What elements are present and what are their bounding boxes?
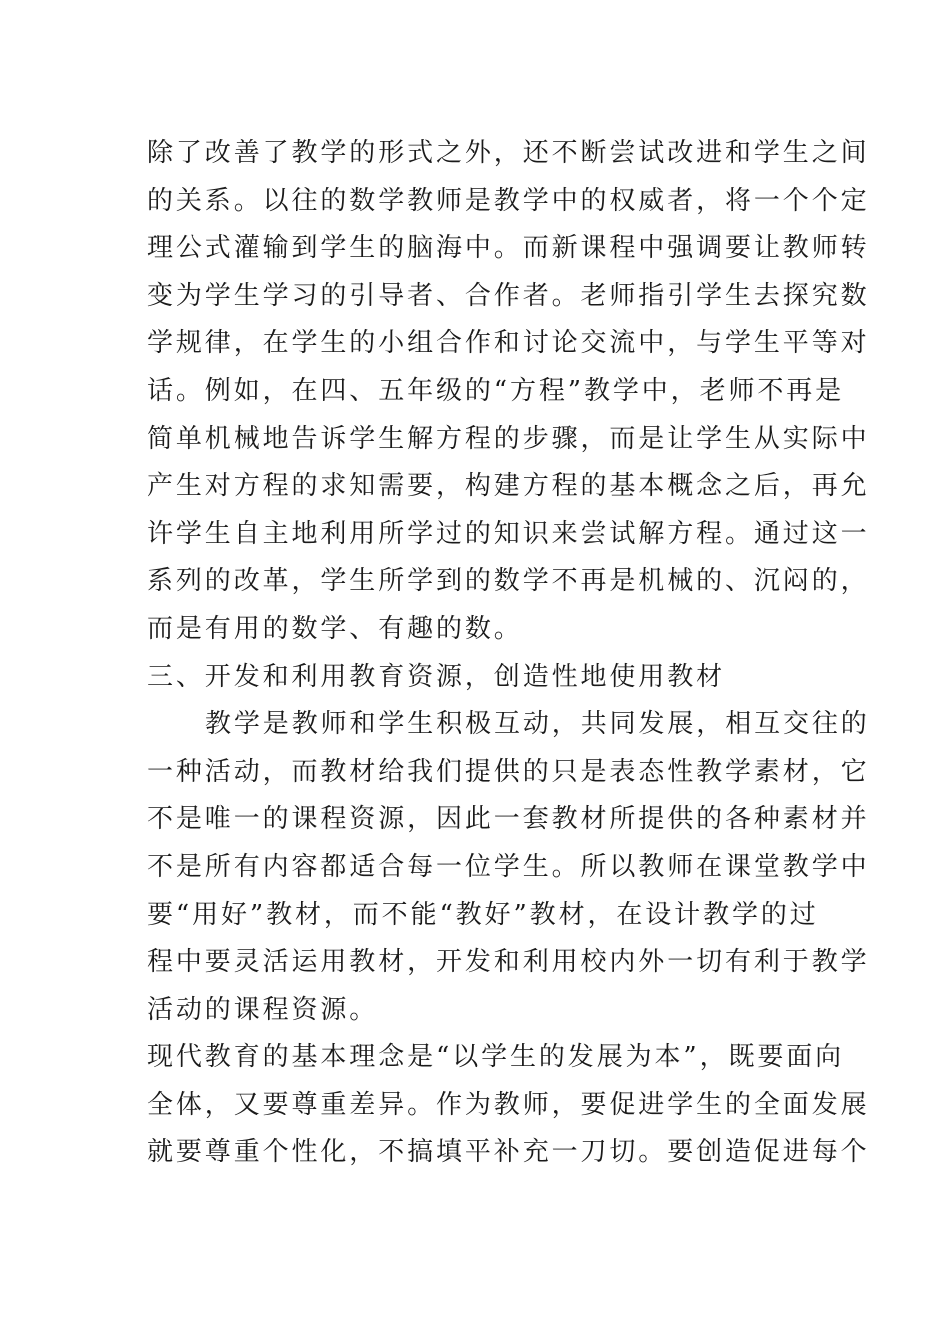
text-line: 系列的改革，学生所学到的数学不再是机械的、沉闷的， <box>147 566 870 597</box>
body-text <box>147 130 870 1177</box>
text-line: 产生对方程的求知需要，构建方程的基本概念之后，再允 <box>147 471 870 502</box>
text-line: 除了改善了教学的形式之外，还不断尝试改进和学生之间 <box>147 138 870 168</box>
text-line: 活动的课程资源。 <box>147 994 379 1025</box>
section-heading: 三、开发和利用教育资源，创造性地使用教材 <box>147 661 726 692</box>
text-line: 话。例如，在四、五年级的“方程”教学中，老师不再是 <box>147 375 845 406</box>
text-line: 许学生自主地利用所学过的知识来尝试解方程。通过这一 <box>147 518 870 549</box>
text-line: 简单机械地告诉学生解方程的步骤，而是让学生从实际中 <box>147 423 870 454</box>
text-line: 的关系。以往的数学教师是教学中的权威者，将一个个定 <box>147 185 870 216</box>
text-line: 变为学生学习的引导者、合作者。老师指引学生去探究数 <box>147 280 870 311</box>
text-line: 全体，又要尊重差异。作为教师，要促进学生的全面发展 <box>147 1089 870 1120</box>
text-line: 理公式灌输到学生的脑海中。而新课程中强调要让教师转 <box>147 233 870 264</box>
text-line: 学规律，在学生的小组合作和讨论交流中，与学生平等对 <box>147 328 870 359</box>
text-line: 不是唯一的课程资源，因此一套教材所提供的各种素材并 <box>147 804 870 835</box>
text-line: 程中要灵活运用教材，开发和利用校内外一切有利于教学 <box>147 947 870 978</box>
text-line: 要“用好”教材，而不能“教好”教材，在设计教学的过 <box>147 899 819 930</box>
text-line: 而是有用的数学、有趣的数。 <box>147 613 523 644</box>
text-line: 一种活动，而教材给我们提供的只是表态性教学素材，它 <box>147 756 870 787</box>
text-line: 就要尊重个性化，不搞填平补充一刀切。要创造促进每个 <box>147 1137 870 1168</box>
text-line-indented: 教学是教师和学生积极互动，共同发展，相互交往的 <box>205 709 870 740</box>
text-line: 不是所有内容都适合每一位学生。所以教师在课堂教学中 <box>147 851 870 882</box>
text-line: 现代教育的基本理念是“以学生的发展为本”，既要面向 <box>147 1042 845 1073</box>
